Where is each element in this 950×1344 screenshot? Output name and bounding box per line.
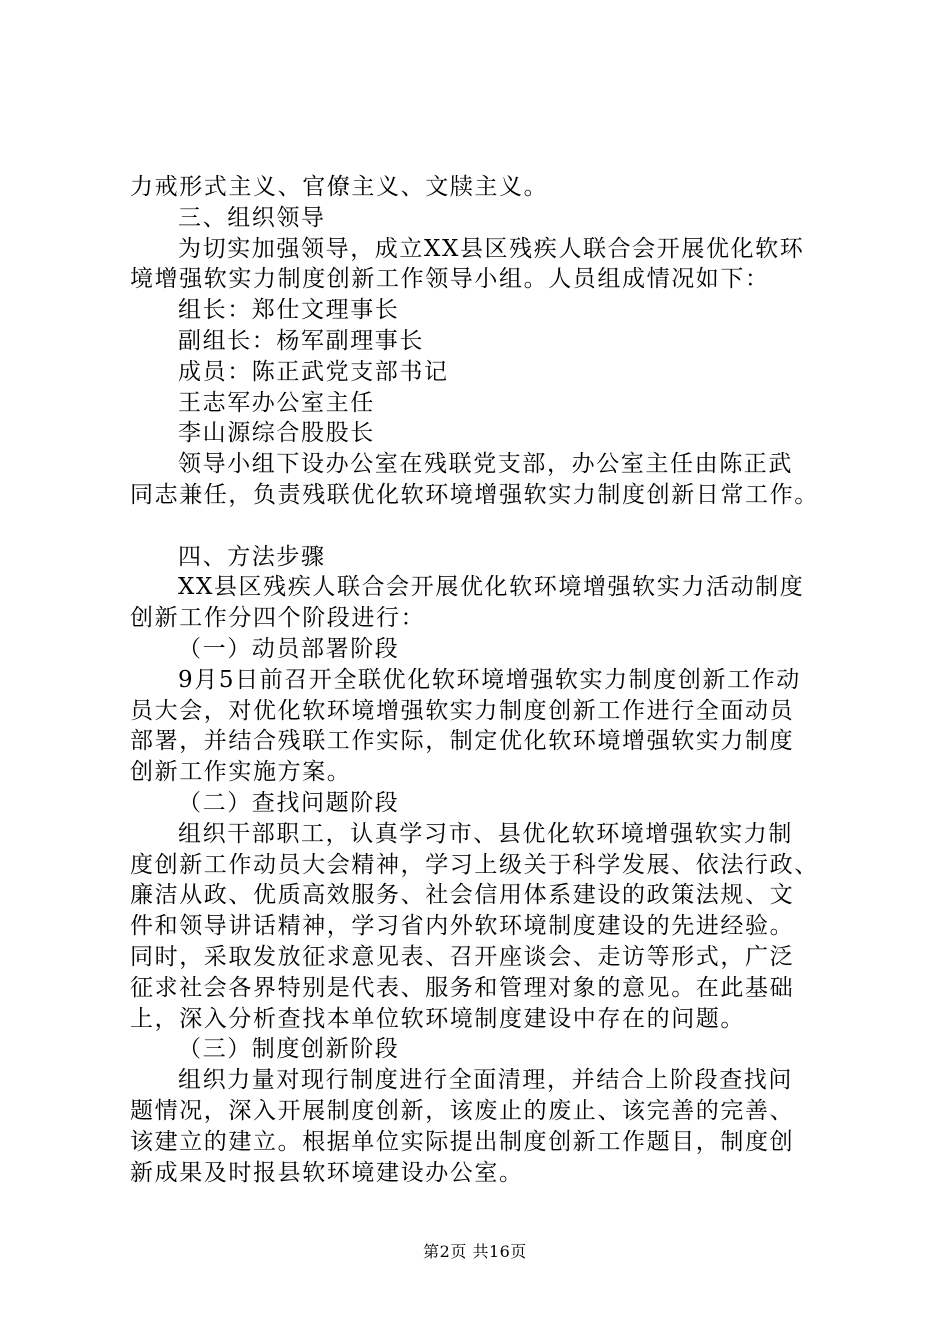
text-line: 同志兼任，负责残联优化软环境增强软实力制度创新日常工作。 (130, 481, 819, 508)
text-line: XX县区残疾人联合会开展优化软环境增强软实力活动制度 (178, 574, 805, 601)
subsection-heading: （三）制度创新阶段 (178, 1036, 400, 1063)
text-line: 为切实加强领导，成立XX县区残疾人联合会开展优化软环 (178, 235, 805, 262)
member-line: 组长：郑仕文理事长 (178, 297, 400, 324)
text-line: 题情况，深入开展制度创新，该废止的废止、该完善的完善、 (130, 1097, 795, 1124)
text-line: 廉洁从政、优质高效服务、社会信用体系建设的政策法规、文 (130, 882, 795, 909)
text-line: 力戒形式主义、官僚主义、文牍主义。 (130, 174, 549, 200)
member-line: 副组长：杨军副理事长 (178, 327, 424, 354)
text-line: 员大会，对优化软环境增强软实力制度创新工作进行全面动员 (130, 697, 795, 724)
text-line: 境增强软实力制度创新工作领导小组。人员组成情况如下： (130, 266, 770, 293)
text-line: 上，深入分析查找本单位软环境制度建设中存在的问题。 (130, 1005, 745, 1032)
member-line: 王志军办公室主任 (178, 389, 375, 416)
section-heading: 三、组织领导 (178, 204, 326, 231)
text-line: 同时，采取发放征求意见表、召开座谈会、走访等形式，广泛 (130, 943, 795, 970)
section-heading: 四、方法步骤 (178, 543, 326, 570)
text-line: 件和领导讲话精神，学习省内外软环境制度建设的先进经验。 (130, 913, 795, 940)
text-line: 组织干部职工，认真学习市、县优化软环境增强软实力制 (178, 820, 793, 847)
text-line: 征求社会各界特别是代表、服务和管理对象的意见。在此基础 (130, 974, 795, 1001)
text-line: 度创新工作动员大会精神，学习上级关于科学发展、依法行政、 (130, 851, 819, 878)
text-line: 创新工作实施方案。 (130, 759, 352, 786)
subsection-heading: （二）查找问题阶段 (178, 789, 400, 816)
text-line: 领导小组下设办公室在残联党支部，办公室主任由陈正武 (178, 451, 793, 478)
document-body (130, 172, 850, 1188)
text-line: 新成果及时报县软环境建设办公室。 (130, 1159, 524, 1186)
member-line: 成员：陈正武党支部书记 (178, 358, 449, 385)
text-line: 9月5日前召开全联优化软环境增强软实力制度创新工作动 (178, 666, 801, 693)
page-footer: 第2页 共16页 (423, 1242, 527, 1261)
text-line: 组织力量对现行制度进行全面清理，并结合上阶段查找问 (178, 1067, 793, 1094)
text-line: 创新工作分四个阶段进行： (130, 605, 426, 632)
text-line: 部署，并结合残联工作实际，制定优化软环境增强软实力制度 (130, 728, 795, 755)
text-line: 该建立的建立。根据单位实际提出制度创新工作题目，制度创 (130, 1128, 795, 1155)
member-line: 李山源综合股股长 (178, 420, 375, 447)
paragraph-gap (130, 511, 850, 542)
subsection-heading: （一）动员部署阶段 (178, 635, 400, 662)
